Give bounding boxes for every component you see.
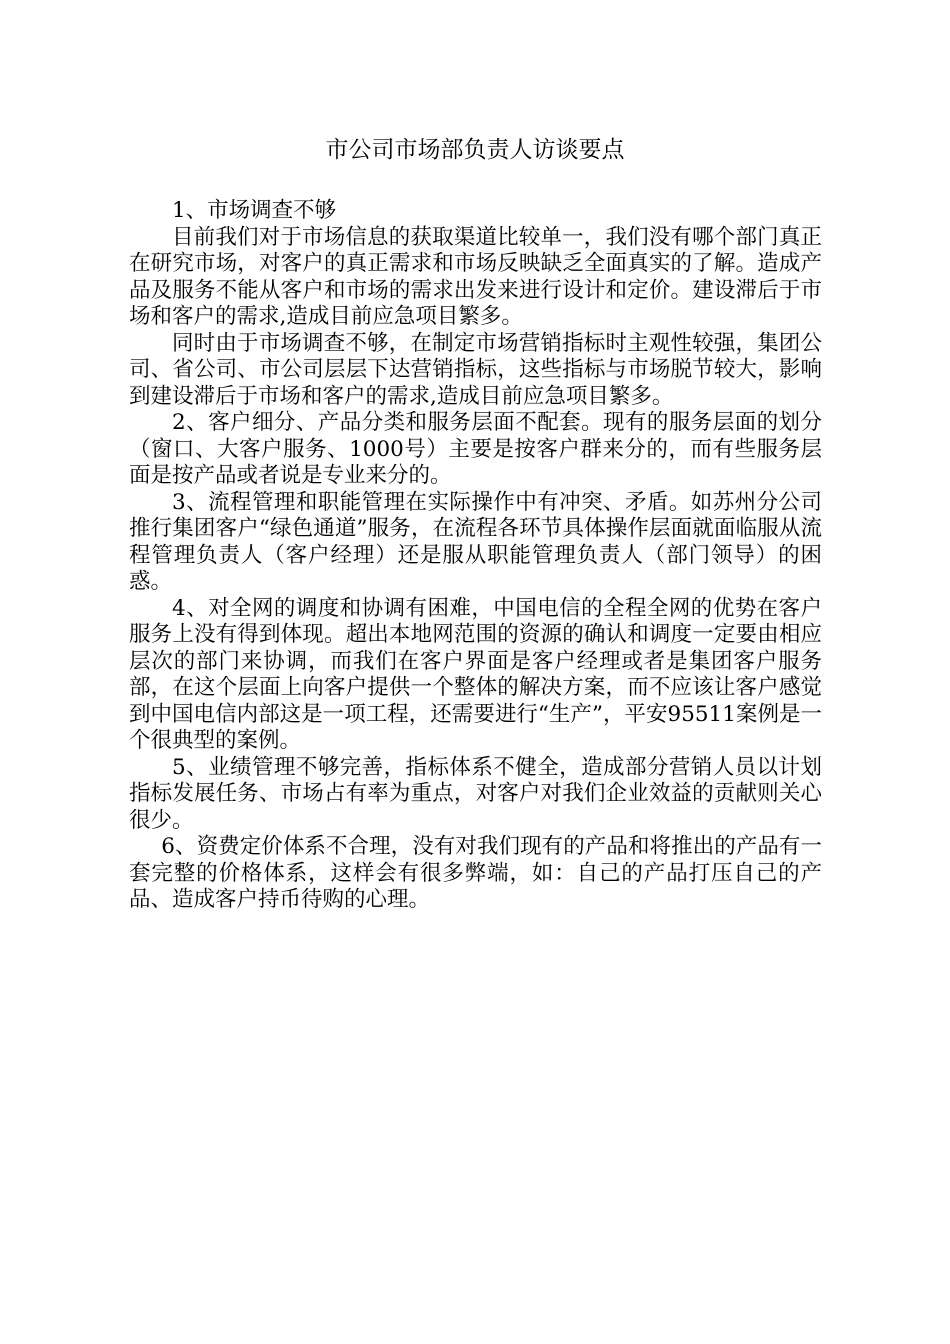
paragraph-2: 同时由于市场调查不够，在制定市场营销指标时主观性较强，集团公司、省公司、市公司层层下达营销指标，这些指标与市场脱节较大，影响到建设滞后于市场和客户的需求,造成目前应急项目繁多。 (129, 330, 822, 409)
paragraph-item-3: 3、流程管理和职能管理在实际操作中有冲突、矛盾。如苏州分公司推行集团客户“绿色通道”服务，在流程各环节具体操作层面就面临服从流程管理负责人（客户经理）还是服从职能管理负责人（部门领导）的困惑。 (129, 489, 822, 594)
paragraph-item-4: 4、对全网的调度和协调有困难，中国电信的全程全网的优势在客户服务上没有得到体现。超出本地网范围的资源的确认和调度一定要由相应层次的部门来协调，而我们在客户界面是客户经理或者是集团客户服务部，在这个层面上向客户提供一个整体的解决方案，而不应该让客户感觉到中国电信内部这是一项工程，还需要进行“生产”，平安95511案例是一个很典型的案例。 (129, 595, 822, 753)
paragraph-item-6: 6、资费定价体系不合理，没有对我们现有的产品和将推出的产品有一套完整的价格体系，这样会有很多弊端，如：自己的产品打压自己的产品、造成客户持币待购的心理。 (129, 834, 822, 912)
paragraph-1: 目前我们对于市场信息的获取渠道比较单一，我们没有哪个部门真正在研究市场，对客户的真正需求和市场反映缺乏全面真实的了解。造成产品及服务不能从客户和市场的需求出发来进行设计和定价。建设滞后于市场和客户的需求,造成目前应急项目繁多。 (129, 224, 822, 329)
document-title: 市公司市场部负责人访谈要点 (325, 137, 625, 163)
document-body (129, 198, 822, 914)
paragraph-item-2: 2、客户细分、产品分类和服务层面不配套。现有的服务层面的划分（窗口、大客户服务、1000号）主要是按客户群来分的，而有些服务层面是按产品或者说是专业来分的。 (129, 410, 822, 488)
paragraph-item-5: 5、业绩管理不够完善，指标体系不健全，造成部分营销人员以计划指标发展任务、市场占有率为重点，对客户对我们企业效益的贡献则关心很少。 (129, 754, 822, 833)
section-heading-1: 1、市场调查不够 (172, 198, 337, 223)
